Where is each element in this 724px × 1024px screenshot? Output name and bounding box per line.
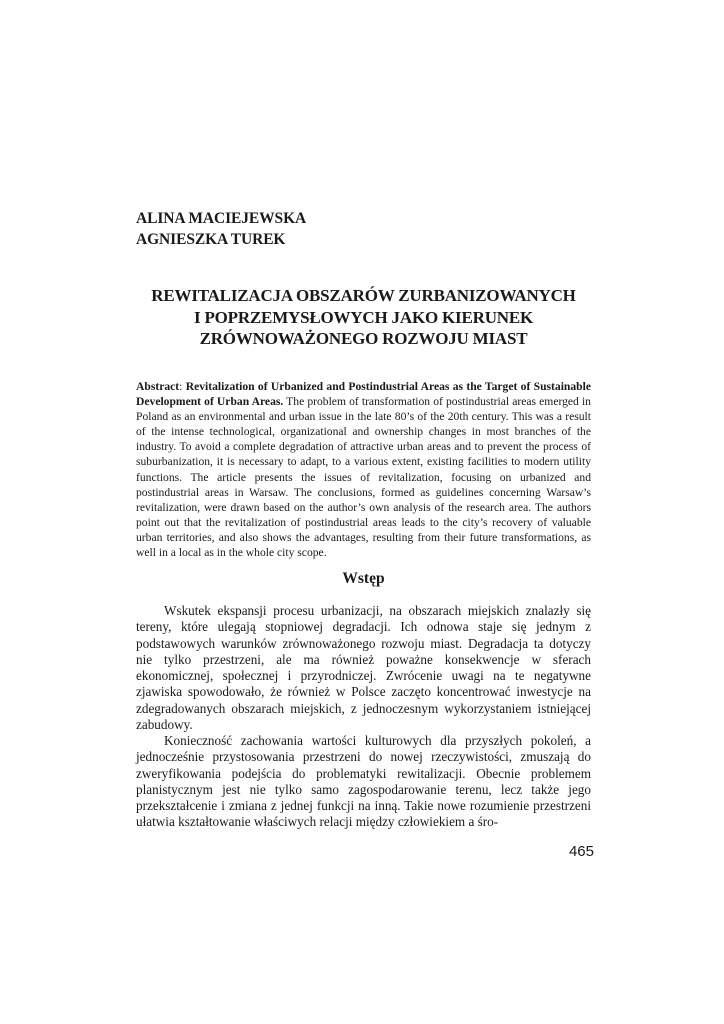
abstract — [136, 379, 591, 560]
abstract-label: Abstract — [136, 380, 180, 393]
abstract-separator: : — [179, 380, 186, 393]
title-line: I POPRZEMYSŁOWYCH JAKO KIERUNEK — [193, 307, 534, 327]
abstract-text: The problem of transformation of postindustrial areas emerged in Poland as an environmental and urban issue in the late 80’s of the 20th century. This was a result of the intense technological, organizational and ownership changes in most branches of the industry. To avoid a complete degradation of attractive urban areas and to prevent the process of suburbanization, it is necessary to adapt, to a various extent, existing facilities to modern utility functions. The article presents the issues of revitalization, focusing on urbanized and postindustrial areas in Warsaw. The conclusions, formed as guidelines concerning Warsaw’s revitalization, were drawn based on the author’s own analysis of the research area. The authors point out that the revitalization of postindustrial areas leads to the city’s recovery of valuable urban territories, and also shows the advantages, resulting from their future transformations, as well in a local as in the whole city scope. — [136, 395, 591, 560]
title-line: ZRÓWNOWAŻONEGO ROZWOJU MIAST — [199, 329, 528, 348]
author-name: AGNIESZKA TUREK — [136, 231, 286, 248]
paragraph: Konieczność zachowania wartości kulturowych dla przyszłych pokoleń, a jednocześnie przystosowania przestrzeni do nowej rzeczywistości, zmuszają do zweryfikowania podejścia do problematyki rewitalizacji. Obecnie problemem planistycznym jest nie tylko samo zagospodarowanie terenu, lecz także jego przekształcenie i zmiana z jednej funkcji na inną. Takie nowe rozumienie przestrzeni ułatwia kształtowanie właściwych relacji między człowiekiem a śro- — [136, 733, 591, 830]
author-name: ALINA MACIEJEWSKA — [136, 210, 307, 227]
abstract-english-title: Revitalization of Urbanized and Postindustrial Areas as the Target of Sustainable Development of Urban Areas. — [136, 380, 591, 409]
paper-title — [136, 285, 591, 350]
title-line: REWITALIZACJA OBSZARÓW ZURBANIZOWANYCH — [151, 286, 576, 305]
section-heading: Wstęp — [342, 570, 385, 587]
page-number: 465 — [568, 843, 594, 860]
author-list — [136, 208, 596, 250]
paragraph: Wskutek ekspansji procesu urbanizacji, na obszarach miejskich znalazły się tereny, które ulegają stopniowej degradacji. Ich odnowa staje się jednym z podstawowych warunków zrównoważonego rozwoju miast. Degradacja ta dotyczy nie tylko przestrzeni, ale ma również poważne konsekwencje w sferach ekonomicznej, społecznej i przyrodniczej. Zwrócenie uwagi na te negatywne zjawiska spowodowało, że również w Polsce zaczęto koncentrować inwestycje na zdegradowanych obszarach miejskich, z jednoczesnym wykorzystaniem istniejącej zabudowy. — [136, 603, 591, 732]
body-text — [136, 603, 591, 831]
